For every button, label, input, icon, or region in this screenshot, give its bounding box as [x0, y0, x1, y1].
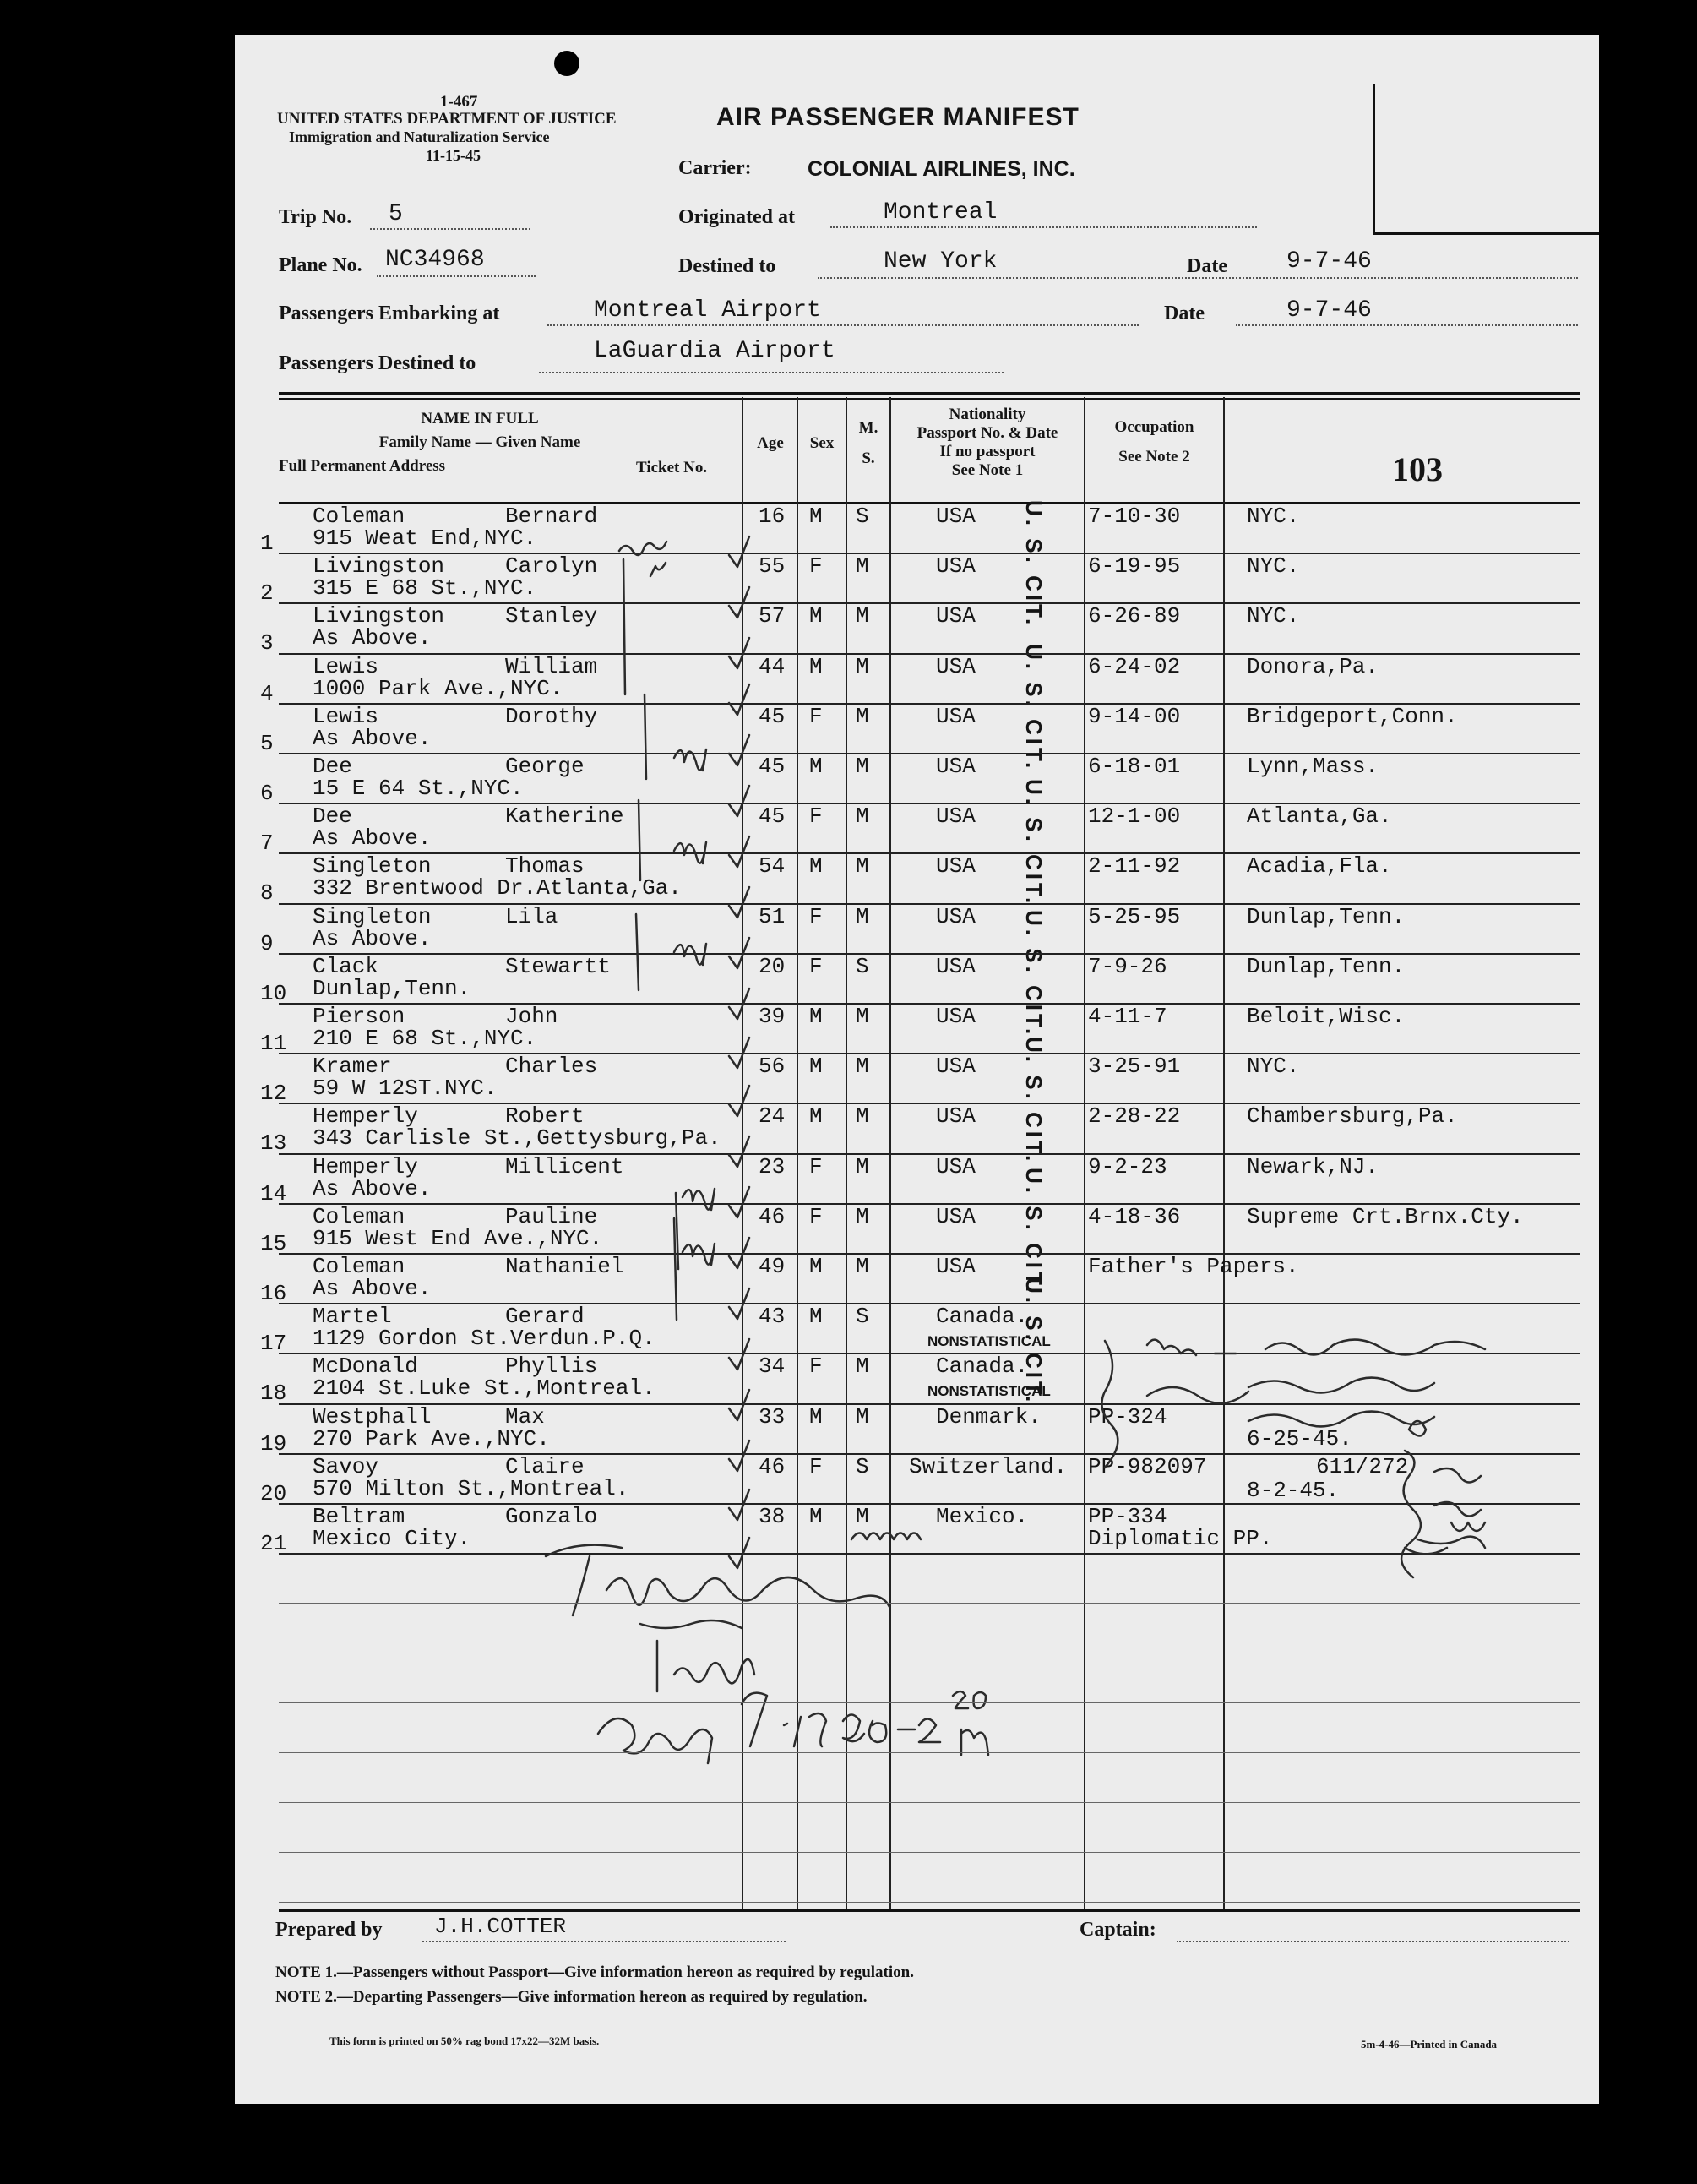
- prepared-label: Prepared by: [275, 1919, 383, 1941]
- birthplace-or-note: Newark,NJ.: [1247, 1153, 1379, 1179]
- address: 270 Park Ave.,NYC.: [313, 1425, 550, 1451]
- nationality: USA: [936, 653, 976, 679]
- form-date: 11-15-45: [426, 147, 481, 164]
- address: As Above.: [313, 625, 432, 651]
- col-age: Age: [757, 434, 784, 452]
- age: 46: [759, 1203, 786, 1229]
- blank-row-line: [279, 1702, 1580, 1703]
- birth-date-or-passport: 5-25-95: [1088, 903, 1181, 929]
- address: 15 E 64 St.,NYC.: [313, 776, 524, 801]
- family-name: Dee: [313, 754, 352, 779]
- col-address: Full Permanent Address: [279, 457, 446, 475]
- marital-status: M: [856, 1254, 869, 1279]
- citizen-stamp: U. S. CIT.: [1021, 644, 1047, 772]
- nationality: USA: [936, 1153, 976, 1179]
- col-ticket: Ticket No.: [636, 459, 708, 477]
- marital-status: M: [856, 553, 869, 580]
- citizen-stamp: U. S. CIT.: [1021, 1277, 1047, 1406]
- family-name: Coleman: [313, 1254, 405, 1279]
- birthplace-or-note: 6-25-45.: [1247, 1425, 1352, 1451]
- address: As Above.: [313, 1175, 432, 1201]
- birthplace-or-note: Diplomatic PP.: [1088, 1526, 1273, 1551]
- given-name: Carolyn: [505, 553, 598, 580]
- marital-status: M: [856, 1403, 869, 1430]
- family-name: Livingston: [313, 553, 445, 580]
- birth-date-or-passport: PP-334: [1088, 1504, 1167, 1529]
- plane-value: NC34968: [385, 247, 485, 273]
- carrier-label: Carrier:: [678, 157, 752, 179]
- birthplace-or-note: Chambersburg,Pa.: [1247, 1103, 1458, 1130]
- age: 46: [759, 1453, 786, 1479]
- given-name: Gerard: [505, 1304, 585, 1330]
- row-number: 11: [260, 1031, 287, 1056]
- given-name: Thomas: [505, 853, 585, 880]
- age: 20: [759, 953, 786, 979]
- family-name: Savoy: [313, 1453, 379, 1479]
- given-name: Phyllis: [505, 1353, 598, 1380]
- col-nat4: See Note 1: [951, 461, 1024, 479]
- given-name: Claire: [505, 1453, 585, 1479]
- nationality: USA: [936, 803, 976, 830]
- nationality: USA: [936, 1004, 976, 1029]
- age: 23: [759, 1153, 786, 1179]
- address: 915 West End Ave.,NYC.: [313, 1225, 603, 1251]
- marital-status: M: [856, 853, 869, 880]
- sex: M: [809, 1054, 823, 1080]
- nationality: USA: [936, 1254, 976, 1279]
- age: 54: [759, 853, 786, 880]
- given-name: Max: [505, 1403, 545, 1430]
- birth-date-or-passport: 4-18-36: [1088, 1203, 1181, 1229]
- row-number: 4: [260, 680, 274, 706]
- row-number: 8: [260, 880, 274, 907]
- pass-destined-value: LaGuardia Airport: [594, 338, 835, 364]
- age: 51: [759, 903, 786, 929]
- age: 45: [759, 703, 786, 729]
- birth-date-or-passport: 6-24-02: [1088, 653, 1181, 679]
- marital-status: M: [856, 1103, 869, 1130]
- nationality: USA: [936, 703, 976, 729]
- age: 44: [759, 653, 786, 679]
- prepared-line: [422, 1941, 786, 1942]
- given-name: Robert: [505, 1103, 585, 1130]
- citizen-stamp: U. S. CIT.: [1021, 779, 1047, 907]
- birth-date-or-passport: PP-982097: [1088, 1453, 1207, 1479]
- row-number: 1: [260, 531, 274, 556]
- address: 1129 Gordon St.Verdun.P.Q.: [313, 1326, 655, 1352]
- sex: M: [809, 1504, 823, 1529]
- carrier-value: COLONIAL AIRLINES, INC.: [808, 157, 1075, 181]
- marital-status: M: [856, 703, 869, 729]
- blank-row-line: [279, 1802, 1580, 1803]
- col-occ2: See Note 2: [1118, 448, 1190, 466]
- nationality: Canada.: [936, 1353, 1029, 1380]
- note-1: NOTE 1.—Passengers without Passport—Give information hereon as required by regulation.: [275, 1963, 914, 1981]
- nationality: USA: [936, 853, 976, 880]
- address: 343 Carlisle St.,Gettysburg,Pa.: [313, 1125, 721, 1152]
- birth-date-or-passport: 4-11-7: [1088, 1004, 1167, 1029]
- birthplace-or-note: Lynn,Mass.: [1247, 754, 1379, 779]
- age: 34: [759, 1353, 786, 1380]
- marital-status: M: [856, 1004, 869, 1029]
- family-name: Singleton: [313, 853, 432, 880]
- department: UNITED STATES DEPARTMENT OF JUSTICE: [277, 110, 617, 128]
- family-name: Singleton: [313, 903, 432, 929]
- birthplace-or-note: NYC.: [1247, 553, 1300, 580]
- row-number: 14: [260, 1180, 287, 1206]
- birthplace-or-note: NYC.: [1247, 1054, 1300, 1080]
- sex: M: [809, 1403, 823, 1430]
- birth-date-or-passport: 12-1-00: [1088, 803, 1181, 830]
- family-name: Kramer: [313, 1054, 392, 1080]
- nationality: USA: [936, 1203, 976, 1229]
- family-name: McDonald: [313, 1353, 418, 1380]
- row-number: 6: [260, 781, 274, 806]
- address: 1000 Park Ave.,NYC.: [313, 675, 563, 701]
- marital-status: M: [856, 1153, 869, 1179]
- marital-status: M: [856, 1504, 869, 1529]
- marital-status: M: [856, 653, 869, 679]
- col-nat1: Nationality: [949, 406, 1026, 423]
- birth-date-or-passport: PP-324: [1088, 1403, 1167, 1430]
- manifest-page: [235, 35, 1599, 2104]
- given-name: Dorothy: [505, 703, 598, 729]
- address: Dunlap,Tenn.: [313, 975, 471, 1001]
- age: 55: [759, 553, 786, 580]
- date-label: Date: [1187, 255, 1227, 277]
- row-number: 16: [260, 1281, 287, 1306]
- sex: M: [809, 1254, 823, 1279]
- blank-row-line: [279, 1603, 1580, 1604]
- birth-date-or-passport: 9-2-23: [1088, 1153, 1167, 1179]
- row-number: 15: [260, 1230, 287, 1256]
- col-occ1: Occupation: [1114, 418, 1194, 436]
- birth-date-or-passport: Father's Papers.: [1088, 1254, 1299, 1279]
- row-number: 13: [260, 1130, 287, 1157]
- age: 45: [759, 754, 786, 779]
- birth-date-or-passport: 7-10-30: [1088, 504, 1181, 529]
- sex: M: [809, 853, 823, 880]
- given-name: Pauline: [505, 1203, 598, 1229]
- sex: M: [809, 653, 823, 679]
- age: 43: [759, 1304, 786, 1330]
- birthplace-or-note: Dunlap,Tenn.: [1247, 903, 1406, 929]
- nationality: Mexico.: [936, 1504, 1029, 1529]
- sex: F: [809, 1353, 823, 1380]
- family-name: Hemperly: [313, 1103, 418, 1130]
- family-name: Lewis: [313, 703, 379, 729]
- marital-status: S: [856, 1453, 869, 1479]
- birthplace-or-note: Bridgeport,Conn.: [1247, 703, 1458, 729]
- col-name-title: NAME IN FULL: [421, 410, 539, 428]
- nationality: Switzerland.: [909, 1453, 1068, 1479]
- pass-destined-label: Passengers Destined to: [279, 352, 476, 374]
- passport-date: 8-2-45.: [1247, 1477, 1340, 1503]
- family-name: Clack: [313, 953, 379, 979]
- birthplace-or-note: NYC.: [1247, 504, 1300, 529]
- marital-status: M: [856, 803, 869, 830]
- sex: F: [809, 553, 823, 580]
- embarking-value: Montreal Airport: [594, 297, 821, 324]
- birthplace-or-note: Donora,Pa.: [1247, 653, 1379, 679]
- row-number: 12: [260, 1081, 287, 1107]
- family-name: Coleman: [313, 504, 405, 529]
- given-name: Millicent: [505, 1153, 624, 1179]
- nonstatistical-stamp: NONSTATISTICAL: [927, 1383, 1051, 1400]
- blank-row-line: [279, 1902, 1580, 1903]
- given-name: Nathaniel: [505, 1254, 624, 1279]
- col-name-sub: Family Name — Given Name: [378, 433, 581, 451]
- birthplace-or-note: Supreme Crt.Brnx.Cty.: [1247, 1203, 1524, 1229]
- sex: M: [809, 603, 823, 629]
- sex: F: [809, 953, 823, 979]
- citizen-stamp: U. S. CIT.: [1021, 910, 1047, 1038]
- marital-status: S: [856, 953, 869, 979]
- age: 33: [759, 1403, 786, 1430]
- citizen-stamp: U. S. CIT.: [1021, 1037, 1047, 1165]
- family-name: Westphall: [313, 1403, 432, 1430]
- citizen-stamp: U. S. CIT.: [1021, 1168, 1047, 1296]
- citizen-stamp: U. S. CIT.: [1021, 500, 1047, 629]
- birth-date-or-passport: 2-28-22: [1088, 1103, 1181, 1130]
- birthplace-or-note: Acadia,Fla.: [1247, 853, 1392, 880]
- marital-status: M: [856, 603, 869, 629]
- given-name: Stanley: [505, 603, 598, 629]
- given-name: John: [505, 1004, 558, 1029]
- age: 57: [759, 603, 786, 629]
- originated-label: Originated at: [678, 206, 795, 228]
- family-name: Hemperly: [313, 1153, 418, 1179]
- family-name: Pierson: [313, 1004, 405, 1029]
- sex: M: [809, 1304, 823, 1330]
- address: As Above.: [313, 725, 432, 751]
- manifest-title: AIR PASSENGER MANIFEST: [716, 103, 1080, 131]
- destined-label: Destined to: [678, 255, 776, 277]
- trip-label: Trip No.: [279, 206, 352, 228]
- row-number: 7: [260, 831, 274, 857]
- birth-date-or-passport: 6-26-89: [1088, 603, 1181, 629]
- nationality: USA: [936, 1103, 976, 1130]
- address: 315 E 68 St.,NYC.: [313, 575, 537, 602]
- marital-status: M: [856, 903, 869, 929]
- family-name: Dee: [313, 803, 352, 830]
- sex: F: [809, 903, 823, 929]
- printed-note: This form is printed on 50% rag bond 17x22—32M basis.: [329, 2034, 600, 2047]
- sex: F: [809, 803, 823, 830]
- row-number: 5: [260, 730, 274, 756]
- birthplace-or-note: Beloit,Wisc.: [1247, 1004, 1406, 1029]
- family-name: Beltram: [313, 1504, 405, 1529]
- birthplace-or-note: Atlanta,Ga.: [1247, 803, 1392, 830]
- given-name: Bernard: [505, 504, 598, 529]
- row-number: 17: [260, 1331, 287, 1357]
- marital-status: M: [856, 754, 869, 779]
- note-2: NOTE 2.—Departing Passengers—Give information hereon as required by regulation.: [275, 1988, 868, 2006]
- age: 38: [759, 1504, 786, 1529]
- address: 210 E 68 St.,NYC.: [313, 1026, 537, 1051]
- row-number: 19: [260, 1430, 287, 1457]
- birth-date-or-passport: 9-14-00: [1088, 703, 1181, 729]
- sex: M: [809, 754, 823, 779]
- row-number: 21: [260, 1531, 287, 1556]
- col-sex: Sex: [809, 434, 835, 452]
- given-name: Katherine: [505, 803, 624, 830]
- address: 570 Milton St.,Montreal.: [313, 1475, 629, 1501]
- service: Immigration and Naturalization Service: [289, 128, 550, 145]
- embarking-label: Passengers Embarking at: [279, 302, 500, 324]
- birthplace-or-note: NYC.: [1247, 603, 1300, 629]
- nationality: USA: [936, 754, 976, 779]
- age: 45: [759, 803, 786, 830]
- address: Mexico City.: [313, 1526, 471, 1551]
- sex: M: [809, 504, 823, 529]
- handwritten-annotations: [235, 35, 1599, 2104]
- birth-date-or-passport: 2-11-92: [1088, 853, 1181, 880]
- sex: F: [809, 1203, 823, 1229]
- sex: F: [809, 1153, 823, 1179]
- col-ms1: M.: [858, 419, 878, 437]
- marital-status: S: [856, 1304, 869, 1330]
- row-number: 9: [260, 930, 274, 956]
- printed-in: 5m-4-46—Printed in Canada: [1361, 2038, 1498, 2051]
- date-value: 9-7-46: [1286, 248, 1372, 275]
- marital-status: M: [856, 1203, 869, 1229]
- row-number: 18: [260, 1381, 287, 1407]
- row-number: 3: [260, 630, 274, 656]
- col-ms2: S.: [862, 449, 875, 467]
- birth-date-or-passport: 6-19-95: [1088, 553, 1181, 580]
- address: As Above.: [313, 925, 432, 951]
- address: As Above.: [313, 1276, 432, 1301]
- col-nat3: If no passport: [939, 443, 1036, 460]
- family-name: Lewis: [313, 653, 379, 679]
- age: 49: [759, 1254, 786, 1279]
- nationality: USA: [936, 603, 976, 629]
- nationality: Denmark.: [936, 1403, 1042, 1430]
- given-name: Stewartt: [505, 953, 611, 979]
- sex: M: [809, 1103, 823, 1130]
- col-nat2: Passport No. & Date: [916, 424, 1058, 442]
- destined-value: New York: [884, 248, 998, 275]
- originated-value: Montreal: [884, 199, 998, 226]
- given-name: William: [505, 653, 598, 679]
- age: 24: [759, 1103, 786, 1130]
- birthplace-or-note: Dunlap,Tenn.: [1247, 953, 1406, 979]
- birthplace-or-note: 611/272: [1316, 1453, 1409, 1479]
- nationality: USA: [936, 953, 976, 979]
- plane-label: Plane No.: [279, 254, 362, 276]
- age: 56: [759, 1054, 786, 1080]
- sex: F: [809, 703, 823, 729]
- age: 39: [759, 1004, 786, 1029]
- address: 915 Weat End,NYC.: [313, 526, 537, 551]
- marital-status: M: [856, 1353, 869, 1380]
- nationality: Canada.: [936, 1304, 1029, 1330]
- family-name: Martel: [313, 1304, 392, 1330]
- birth-date-or-passport: 6-18-01: [1088, 754, 1181, 779]
- nonstatistical-stamp: NONSTATISTICAL: [927, 1333, 1051, 1350]
- given-name: Gonzalo: [505, 1504, 598, 1529]
- address: 59 W 12ST.NYC.: [313, 1076, 498, 1102]
- captain-line: [1177, 1941, 1569, 1942]
- nationality: USA: [936, 903, 976, 929]
- form-number: 1-467: [440, 93, 478, 111]
- nationality: USA: [936, 504, 976, 529]
- address: 332 Brentwood Dr.Atlanta,Ga.: [313, 875, 682, 901]
- row-number: 2: [260, 580, 274, 607]
- birth-date-or-passport: 7-9-26: [1088, 953, 1167, 979]
- blank-row-line: [279, 1752, 1580, 1753]
- prepared-value: J.H.COTTER: [434, 1914, 567, 1939]
- age: 16: [759, 504, 786, 529]
- given-name: Lila: [505, 903, 558, 929]
- form-number-right: 103: [1392, 450, 1443, 488]
- family-name: Livingston: [313, 603, 445, 629]
- sex: F: [809, 1453, 823, 1479]
- row-number: 10: [260, 980, 287, 1006]
- captain-label: Captain:: [1080, 1919, 1156, 1941]
- birth-date-or-passport: 3-25-91: [1088, 1054, 1181, 1080]
- trip-value: 5: [389, 201, 403, 227]
- date2-label: Date: [1164, 302, 1205, 324]
- sex: M: [809, 1004, 823, 1029]
- marital-status: M: [856, 1054, 869, 1080]
- nationality: USA: [936, 1054, 976, 1080]
- row-number: 20: [260, 1480, 287, 1506]
- address: As Above.: [313, 825, 432, 852]
- marital-status: S: [856, 504, 869, 529]
- blank-row-line: [279, 1852, 1580, 1853]
- date2-value: 9-7-46: [1286, 297, 1372, 324]
- family-name: Coleman: [313, 1203, 405, 1229]
- nationality: USA: [936, 553, 976, 580]
- given-name: George: [505, 754, 585, 779]
- check-marks: [729, 536, 749, 1568]
- given-name: Charles: [505, 1054, 598, 1080]
- address: 2104 St.Luke St.,Montreal.: [313, 1375, 655, 1402]
